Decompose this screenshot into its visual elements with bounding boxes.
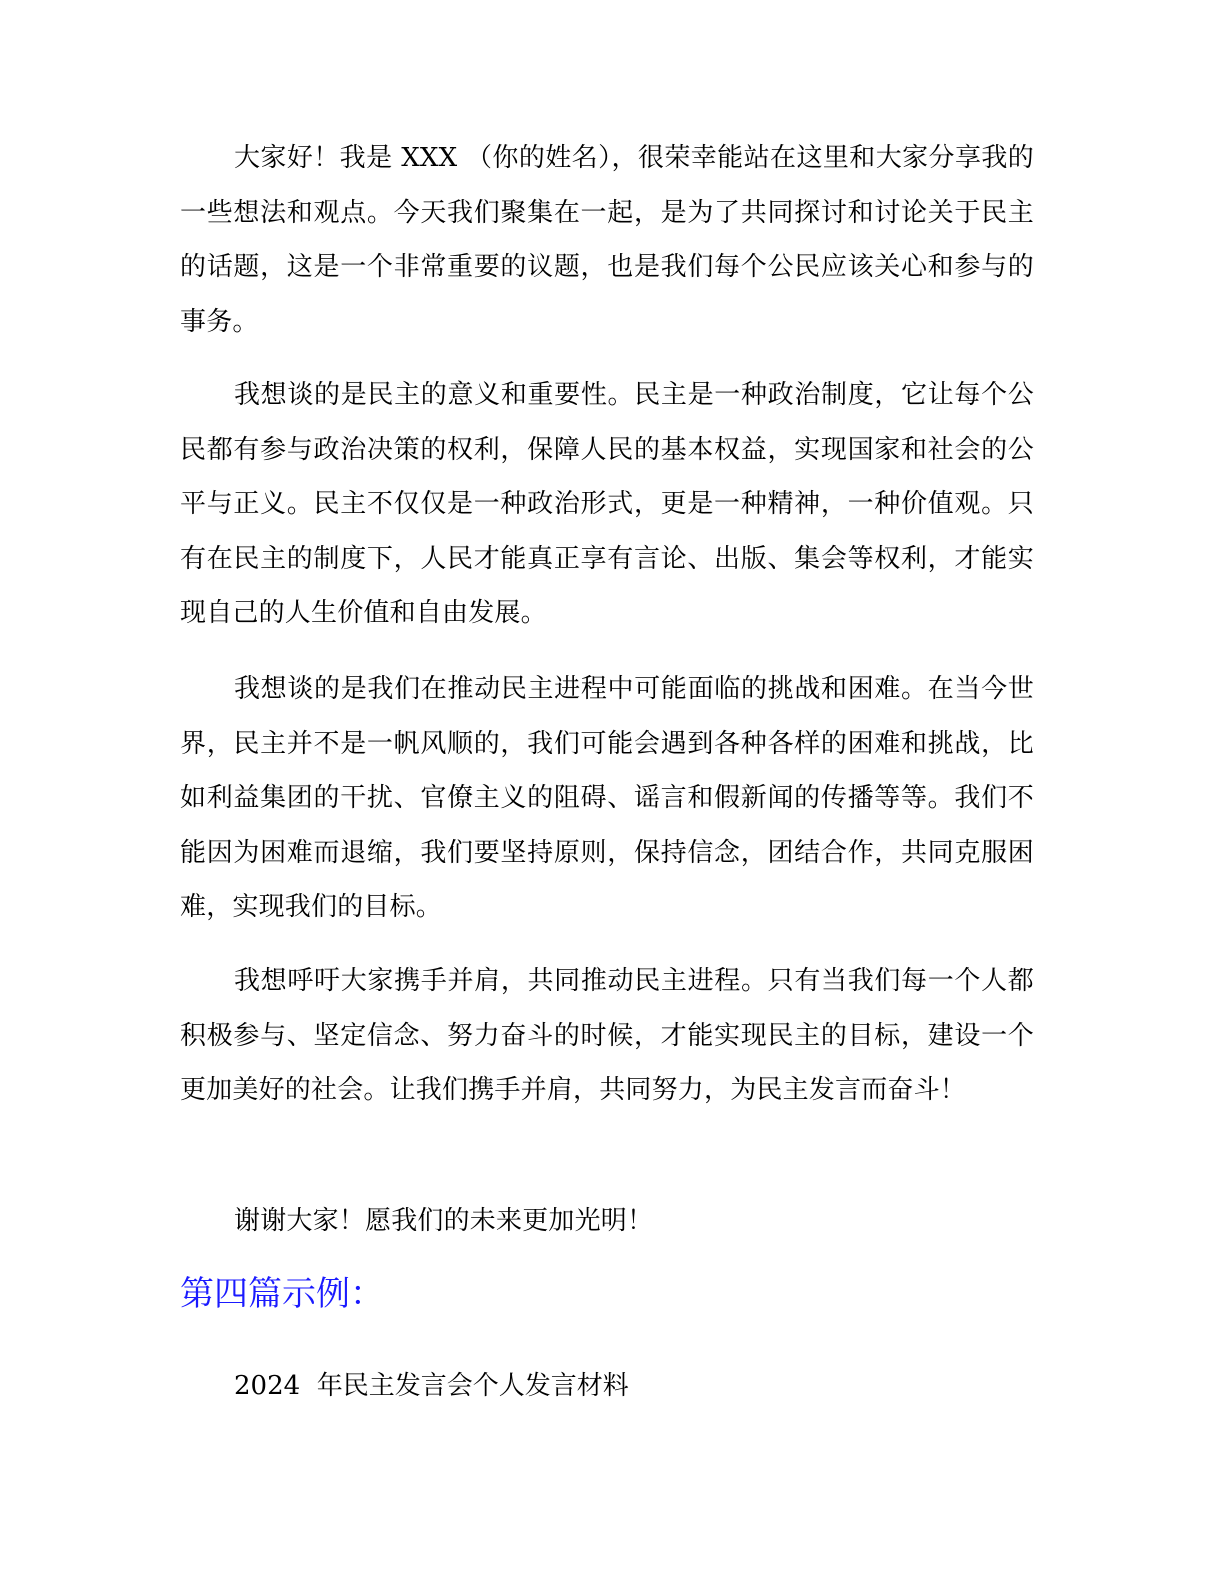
- section-heading: 第四篇示例：: [180, 1274, 384, 1314]
- paragraph-closing: 谢谢大家！愿我们的未来更加光明！: [234, 1206, 654, 1236]
- paragraph-challenges: 我想谈的是我们在推动民主进程中可能面临的挑战和困难。在当今世界，民主并不是一帆风顺的，我们可能会遇到各种各样的困难和挑战，比如利益集团的干扰、官僚主义的阻碍、谣言和假新闻的传播等等。我们不能因为困难而退缩，我们要坚持原则，保持信念，团结合作，共同克服困难，实现我们的目标。: [180, 674, 1034, 922]
- paragraph-greeting: 大家好！我是 XXX （你的姓名），很荣幸能站在这里和大家分享我的一些想法和观点。今天我们聚集在一起，是为了共同探讨和讨论关于民主的话题，这是一个非常重要的议题，也是我们每个公民应该关心和参与的事务。: [180, 143, 1034, 337]
- section-subtitle: 2024 年民主发言会个人发言材料: [234, 1371, 629, 1401]
- paragraph-call-to-action: 我想呼吁大家携手并肩，共同推动民主进程。只有当我们每一个人都积极参与、坚定信念、努力奋斗的时候，才能实现民主的目标，建设一个更加美好的社会。让我们携手并肩，共同努力，为民主发言而奋斗！: [180, 966, 1034, 1105]
- paragraph-meaning-of-democracy: 我想谈的是民主的意义和重要性。民主是一种政治制度，它让每个公民都有参与政治决策的权利，保障人民的基本权益，实现国家和社会的公平与正义。民主不仅仅是一种政治形式，更是一种精神，一种价值观。只有在民主的制度下，人民才能真正享有言论、出版、集会等权利，才能实现自己的人生价值和自由发展。: [180, 380, 1034, 628]
